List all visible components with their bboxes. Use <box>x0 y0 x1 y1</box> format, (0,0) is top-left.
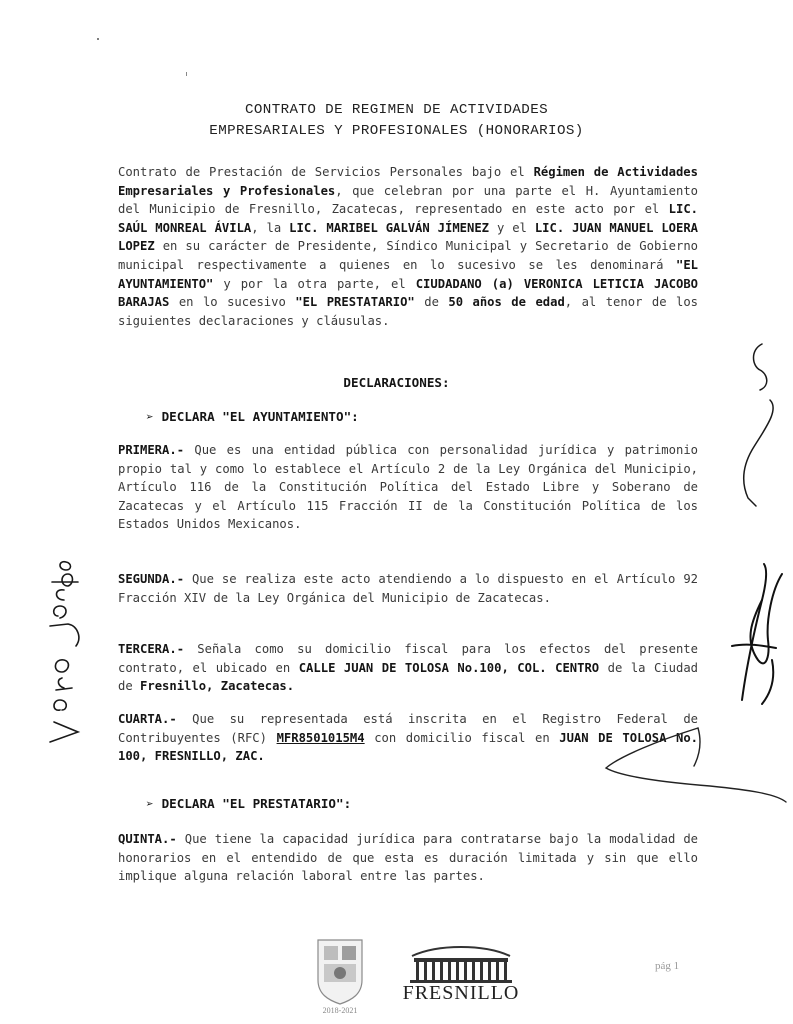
clause-label: PRIMERA.- <box>118 443 185 457</box>
declaraciones-heading: DECLARACIONES: <box>343 375 450 390</box>
intro-prestatario: "EL PRESTATARIO" <box>295 295 415 310</box>
declara-ayuntamiento-label: DECLARA "EL AYUNTAMIENTO": <box>161 409 359 424</box>
rfc-value: MFR8501015M4 <box>276 730 365 745</box>
scan-speck <box>97 38 99 40</box>
intro-regimen: Régimen de Actividades Empresariales y Profesionales <box>118 165 698 198</box>
intro-ayuntamiento: "EL AYUNTAMIENTO" <box>118 257 698 291</box>
logo-wordmark: FRESNILLO <box>402 982 520 1004</box>
intro-sindico: LIC. MARIBEL GALVÁN JÍMENEZ <box>289 220 490 235</box>
handwritten-name-signature <box>38 560 98 750</box>
intro-edad: 50 años de edad <box>448 295 565 310</box>
page-number: pág 1 <box>655 960 680 972</box>
intro-text: Contrato de Prestación de Servicios Personales bajo el <box>118 165 534 179</box>
intro-text: en su carácter de Presidente, Síndico Municipal y Secretario de Gobierno municipal respectivamente a quienes en lo sucesivo se les denominará <box>118 239 698 272</box>
seal-years: 2018-2021 <box>322 1006 358 1015</box>
intro-text: , la <box>251 220 290 235</box>
clause-text: Señala como su domicilio fiscal para los efectos del presente contrato, el ubicado en <box>118 642 698 675</box>
arrow-bullet-icon: ➢ <box>146 409 154 424</box>
clause-text: Que tiene la capacidad jurídica para contratarse bajo la modalidad de honorarios en el entendido de que esta es duración limitada y sin que ello implique alguna relación laboral entre las partes. <box>118 832 698 884</box>
intro-text: y por la otra parte, el <box>213 276 416 291</box>
arrow-bullet-icon: ➢ <box>146 796 154 811</box>
fresnillo-logo <box>398 944 524 1014</box>
intro-text: , al tenor de los siguientes declaraciones y cláusulas. <box>118 295 699 328</box>
intro-text: , que celebran por una parte el H. Ayuntamiento del Municipio de Fresnillo, Zacatecas, representado en este acto por el <box>118 183 698 217</box>
clause-text: de la Ciudad de <box>118 660 699 694</box>
clause-segunda <box>118 570 698 607</box>
intro-text: y el <box>489 220 535 235</box>
declara-prestatario-heading <box>146 796 351 811</box>
document-title <box>0 100 793 142</box>
clause-text: Que se realiza este acto atendiendo a lo dispuesto en el Artículo 92 Fracción XIV de la Ley Orgánica del Municipio de Zacatecas. <box>118 572 698 605</box>
clause-tercera <box>118 640 698 696</box>
declara-prestatario-label: DECLARA "EL PRESTATARIO": <box>161 796 352 811</box>
handwritten-signature-top <box>730 340 790 510</box>
intro-presidente: LIC. SAÚL MONREAL ÁVILA <box>118 202 698 235</box>
clause-fiscal-address: JUAN DE TOLOSA No. 100, FRESNILLO, ZAC. <box>118 730 699 764</box>
intro-paragraph <box>118 163 698 330</box>
title-line-2: EMPRESARIALES Y PROFESIONALES (HONORARIOS) <box>209 123 584 139</box>
clause-address: CALLE JUAN DE TOLOSA No.100, COL. CENTRO <box>298 660 600 675</box>
intro-text: en lo sucesivo <box>169 295 296 310</box>
title-line-1: CONTRATO DE REGIMEN DE ACTIVIDADES <box>244 102 549 118</box>
scan-speck <box>186 72 187 76</box>
clause-city: Fresnillo, Zacatecas. <box>140 679 295 694</box>
clause-quinta <box>118 830 698 886</box>
handwritten-flourish <box>600 722 790 812</box>
clause-label: CUARTA.- <box>118 712 177 726</box>
clause-text: con domicilio fiscal en <box>364 730 560 745</box>
clause-text: Que es una entidad pública con personalidad jurídica y patrimonio propio tal y como lo establece el Artículo 2 de la Ley Orgánica del Municipio, Artículo 116 de la Constitución Política del Estado Libre y Soberano de Zacatecas y el Artículo 115 Fracción II de la Constitución Política de los Estados Unidos Mexicanos. <box>118 443 698 532</box>
clause-label: QUINTA.- <box>118 832 177 846</box>
handwritten-signature-middle <box>722 560 790 710</box>
clause-primera <box>118 441 698 534</box>
declara-ayuntamiento-heading <box>146 409 359 424</box>
city-arch-logo-icon <box>398 944 524 984</box>
clause-label: SEGUNDA.- <box>118 572 185 586</box>
intro-text: de <box>414 295 449 310</box>
clause-label: TERCERA.- <box>118 642 185 656</box>
municipal-seal <box>312 934 368 1020</box>
intro-ciudadano: CIUDADANO (a) VERONICA LETICIA JACOBO BARAJAS <box>118 276 698 310</box>
intro-secretario: LIC. JUAN MANUEL LOERA LOPEZ <box>118 220 699 254</box>
clause-text: Que su representada está inscrita en el Registro Federal de Contribuyentes (RFC) <box>118 712 698 745</box>
